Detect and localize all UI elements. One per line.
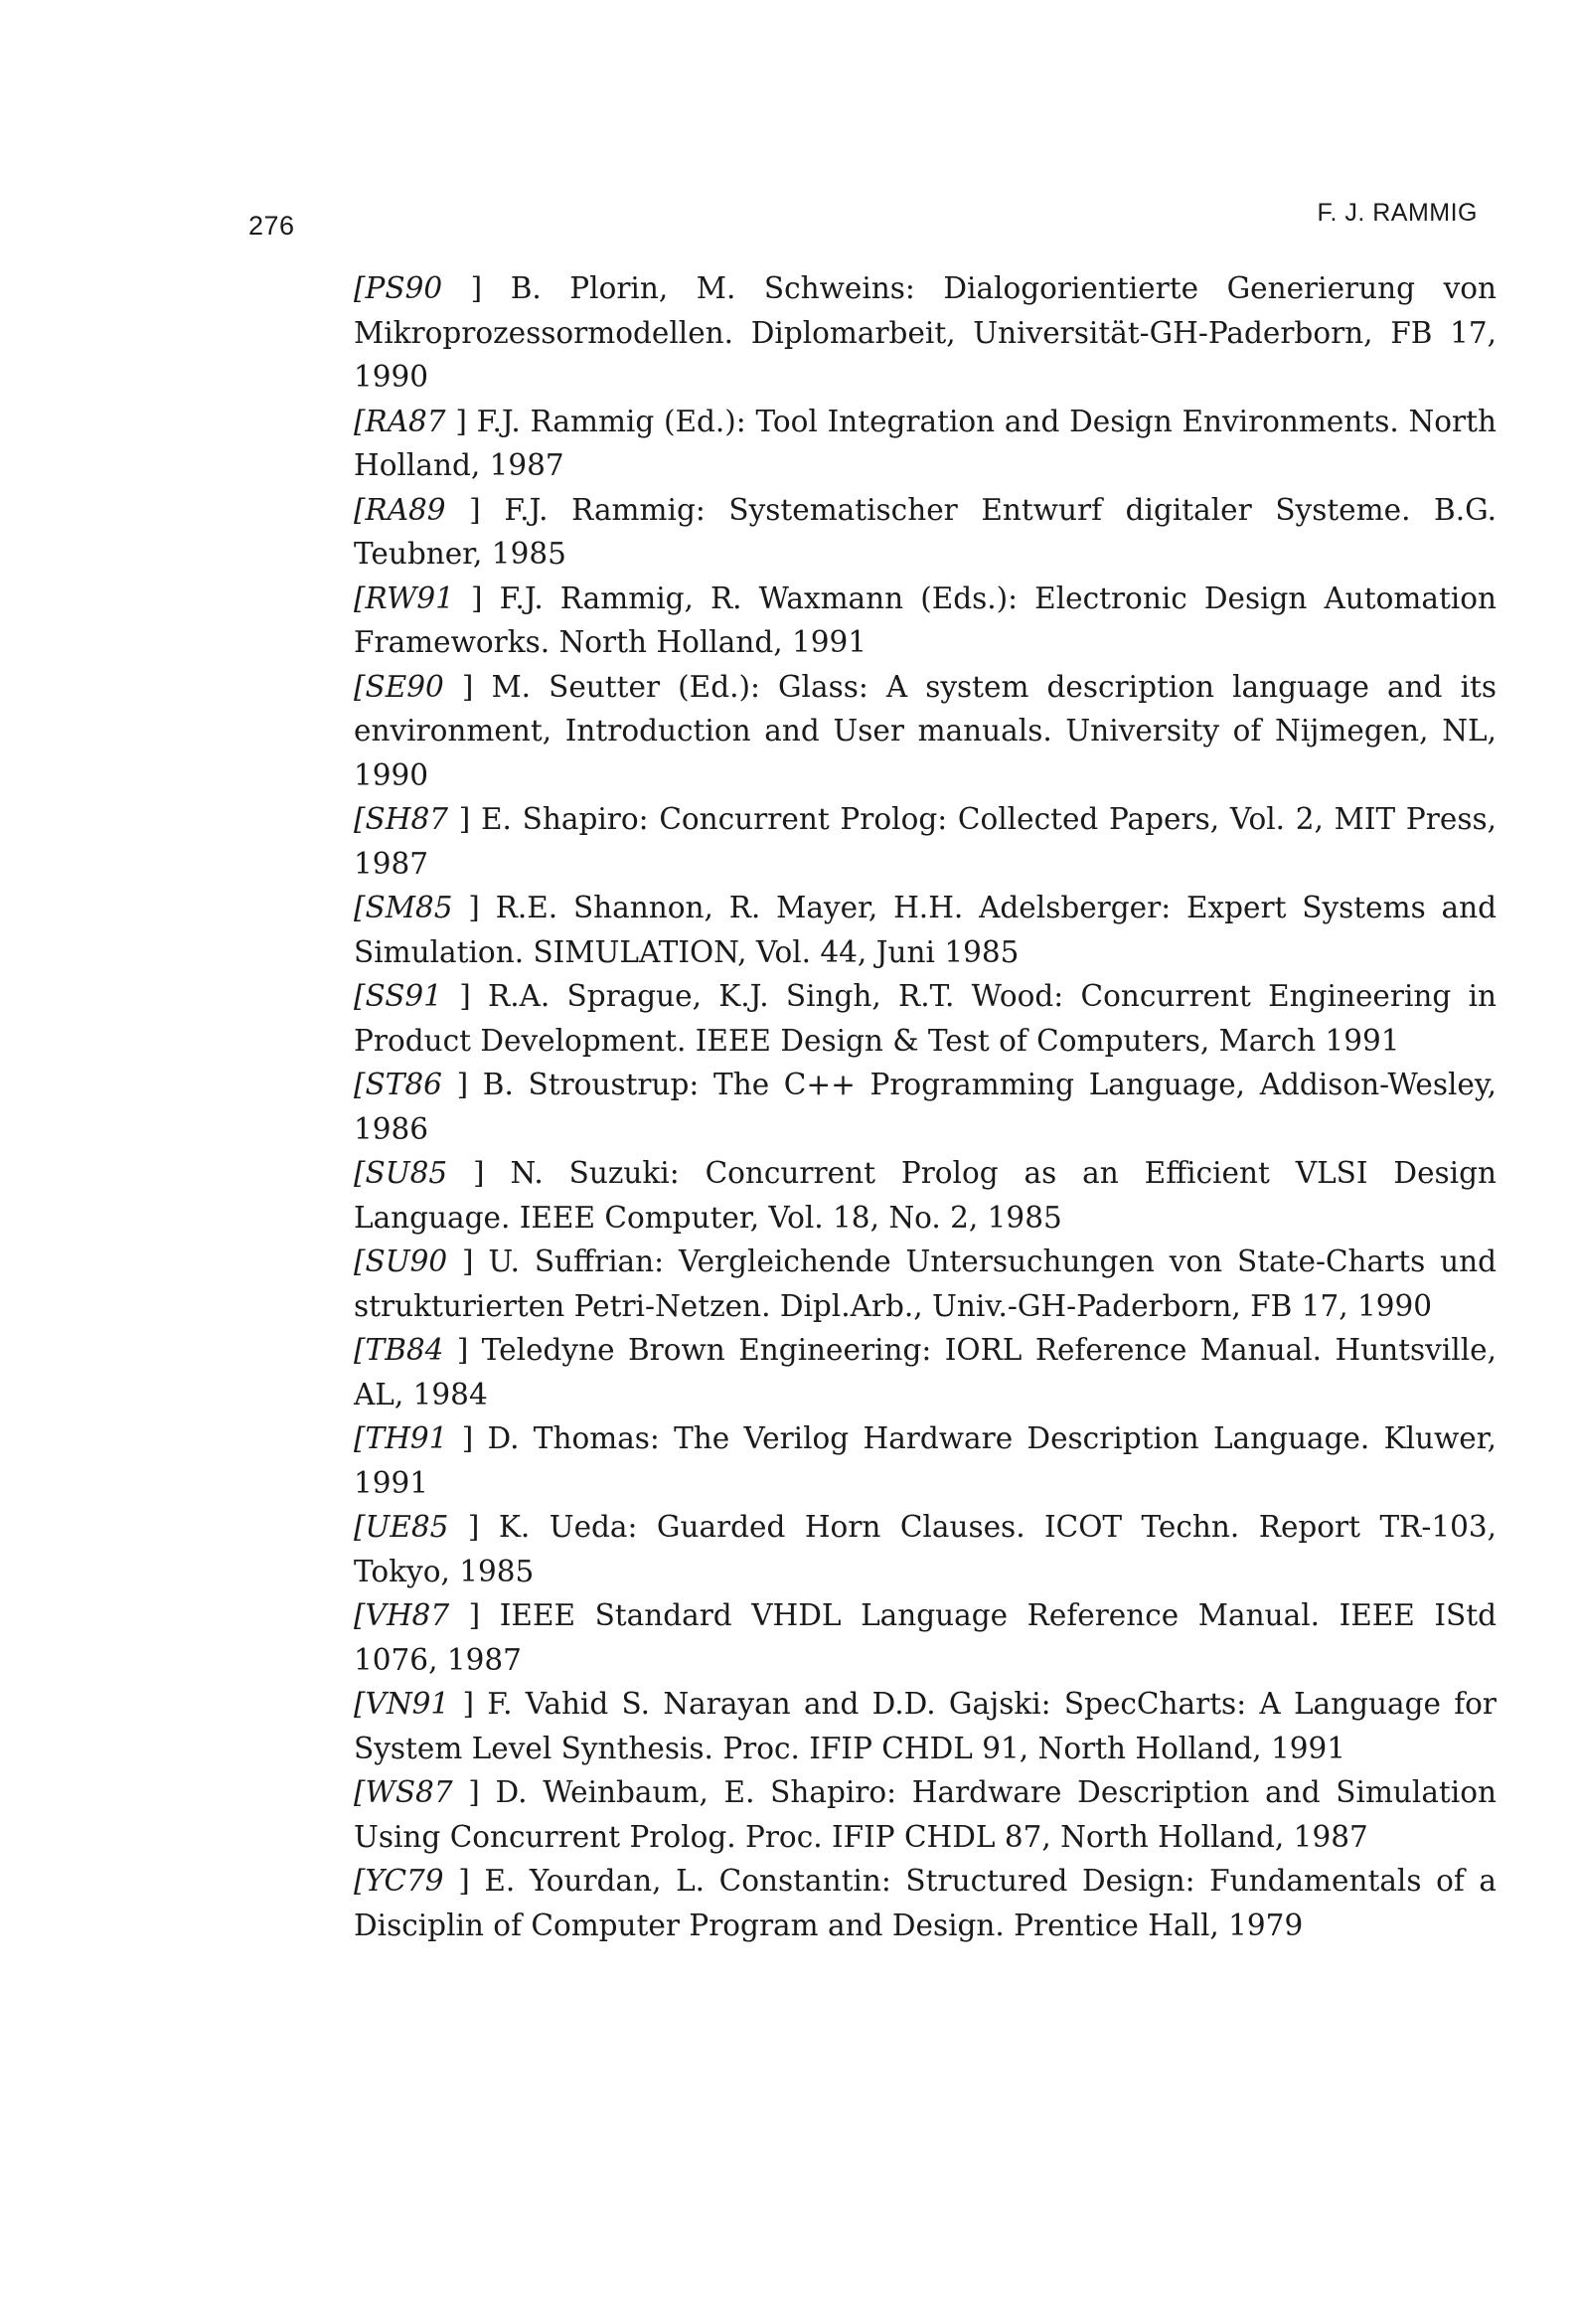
reference-key: [ SS91 bbox=[354, 979, 442, 1013]
page-number: 276 bbox=[248, 211, 295, 241]
reference-text: IEEE Standard VHDL Language Reference Manual. IEEE IStd 1076, 1987 bbox=[354, 1598, 1497, 1677]
reference-list bbox=[354, 266, 1497, 1947]
reference-entry: [ SM85 ] R.E. Shannon, R. Mayer, H.H. Adelsberger: Expert Systems and Simulation. SIMULATION, Vol. 44, Juni 1985 bbox=[354, 886, 1497, 974]
reference-entry: [ SH87 ] E. Shapiro: Concurrent Prolog: Collected Papers, Vol. 2, MIT Press, 1987 bbox=[354, 797, 1497, 886]
reference-entry: [ SS91 ] R.A. Sprague, K.J. Singh, R.T. Wood: Concurrent Engineering in Product Development. IEEE Design & Test of Computers, March 1991 bbox=[354, 974, 1497, 1063]
reference-text: F. Vahid S. Narayan and D.D. Gajski: SpecCharts: A Language for System Level Synthesis. Proc. IFIP CHDL 91, North Holland, 1991 bbox=[354, 1687, 1498, 1765]
reference-entry: [ VN91 ] F. Vahid S. Narayan and D.D. Gajski: SpecCharts: A Language for System Level Synthesis. Proc. IFIP CHDL 91, North Holland, 1991 bbox=[354, 1682, 1497, 1770]
reference-text: U. Suffrian: Vergleichende Untersuchungen von State-Charts und strukturierten Petri-Netzen. Dipl.Arb., Univ.-GH-Paderborn, FB 17, 1990 bbox=[354, 1245, 1497, 1323]
reference-text: K. Ueda: Guarded Horn Clauses. ICOT Techn. Report TR-103, Tokyo, 1985 bbox=[354, 1510, 1497, 1588]
reference-text: E. Yourdan, L. Constantin: Structured Design: Fundamentals of a Disciplin of Computer Program and Design. Prentice Hall, 1979 bbox=[354, 1864, 1497, 1942]
reference-entry: [ PS90 ] B. Plorin, M. Schweins: Dialogorientierte Generierung von Mikroprozessormodellen. Diplomarbeit, Universität-GH-Paderborn, FB 17, 1990 bbox=[354, 266, 1497, 400]
reference-entry: [ SU85 ] N. Suzuki: Concurrent Prolog as an Efficient VLSI Design Language. IEEE Computer, Vol. 18, No. 2, 1985 bbox=[354, 1151, 1497, 1240]
reference-key: [ YC79 bbox=[354, 1864, 444, 1898]
reference-key: [ RA87 bbox=[354, 405, 446, 438]
reference-entry: [ RA87 ] F.J. Rammig (Ed.): Tool Integration and Design Environments. North Holland, 1987 bbox=[354, 400, 1497, 488]
reference-text: N. Suzuki: Concurrent Prolog as an Efficient VLSI Design Language. IEEE Computer, Vol. 18, No. 2, 1985 bbox=[354, 1156, 1498, 1235]
reference-key: [ VH87 bbox=[354, 1598, 449, 1632]
reference-key: [ TH91 bbox=[354, 1421, 447, 1455]
reference-text: R.A. Sprague, K.J. Singh, R.T. Wood: Concurrent Engineering in Product Development. IEEE Design & Test of Computers, March 1991 bbox=[354, 979, 1498, 1058]
reference-entry: [ SU90 ] U. Suffrian: Vergleichende Untersuchungen von State-Charts und strukturierten Petri-Netzen. Dipl.Arb., Univ.-GH-Paderborn, FB 17, 1990 bbox=[354, 1240, 1497, 1328]
reference-text: Teledyne Brown Engineering: IORL Reference Manual. Huntsville, AL, 1984 bbox=[354, 1333, 1497, 1411]
reference-key: [ SU85 bbox=[354, 1156, 447, 1190]
reference-entry: [ RW91 ] F.J. Rammig, R. Waxmann (Eds.): Electronic Design Automation Frameworks. North Holland, 1991 bbox=[354, 577, 1497, 665]
reference-text: M. Seutter (Ed.): Glass: A system description language and its environment, Introduction and User manuals. University of Nijmegen, NL, 1990 bbox=[354, 669, 1497, 792]
reference-text: B. Plorin, M. Schweins: Dialogorientierte Generierung von Mikroprozessormodellen. Diplomarbeit, Universität-GH-Paderborn, FB 17, 1990 bbox=[354, 271, 1497, 394]
reference-key: [ UE85 bbox=[354, 1510, 448, 1544]
reference-text: D. Thomas: The Verilog Hardware Description Language. Kluwer, 1991 bbox=[354, 1421, 1497, 1500]
reference-key: [ SH87 bbox=[354, 802, 448, 836]
reference-text: F.J. Rammig: Systematischer Entwurf digitaler Systeme. B.G. Teubner, 1985 bbox=[354, 492, 1498, 571]
reference-key: [ VN91 bbox=[354, 1687, 449, 1721]
reference-entry: [ VH87 ] IEEE Standard VHDL Language Reference Manual. IEEE IStd 1076, 1987 bbox=[354, 1593, 1497, 1682]
reference-text: D. Weinbaum, E. Shapiro: Hardware Description and Simulation Using Concurrent Prolog. Proc. IFIP CHDL 87, North Holland, 1987 bbox=[354, 1775, 1497, 1854]
reference-key: [ SU90 bbox=[354, 1245, 447, 1278]
reference-entry: [ YC79 ] E. Yourdan, L. Constantin: Structured Design: Fundamentals of a Disciplin of Computer Program and Design. Prentice Hall, 1979 bbox=[354, 1859, 1497, 1947]
reference-entry: [ SE90 ] M. Seutter (Ed.): Glass: A system description language and its environment, Introduction and User manuals. University of Nijmegen, NL, 1990 bbox=[354, 665, 1497, 798]
running-head: F. J. RAMMIG bbox=[1317, 199, 1478, 227]
reference-entry: [ TB84 ] Teledyne Brown Engineering: IORL Reference Manual. Huntsville, AL, 1984 bbox=[354, 1328, 1497, 1416]
reference-entry: [ ST86 ] B. Stroustrup: The C++ Programming Language, Addison-Wesley, 1986 bbox=[354, 1063, 1497, 1151]
reference-key: [ RA89 bbox=[354, 493, 446, 527]
reference-text: F.J. Rammig (Ed.): Tool Integration and Design Environments. North Holland, 1987 bbox=[354, 404, 1498, 482]
reference-key: [ ST86 bbox=[354, 1068, 442, 1101]
reference-key: [ SM85 bbox=[354, 891, 452, 924]
reference-entry: [ WS87 ] D. Weinbaum, E. Shapiro: Hardware Description and Simulation Using Concurrent Prolog. Proc. IFIP CHDL 87, North Holland, 1987 bbox=[354, 1770, 1497, 1859]
reference-entry: [ RA89 ] F.J. Rammig: Systematischer Entwurf digitaler Systeme. B.G. Teubner, 1985 bbox=[354, 488, 1497, 577]
reference-key: [ WS87 bbox=[354, 1775, 453, 1809]
reference-entry: [ UE85 ] K. Ueda: Guarded Horn Clauses. ICOT Techn. Report TR-103, Tokyo, 1985 bbox=[354, 1505, 1497, 1593]
reference-entry: [ TH91 ] D. Thomas: The Verilog Hardware Description Language. Kluwer, 1991 bbox=[354, 1416, 1497, 1505]
reference-text: E. Shapiro: Concurrent Prolog: Collected Papers, Vol. 2, MIT Press, 1987 bbox=[354, 802, 1497, 881]
reference-text: F.J. Rammig, R. Waxmann (Eds.): Electronic Design Automation Frameworks. North Holland, 1991 bbox=[354, 581, 1497, 659]
reference-text: R.E. Shannon, R. Mayer, H.H. Adelsberger: Expert Systems and Simulation. SIMULATION, Vol. 44, Juni 1985 bbox=[354, 891, 1498, 969]
reference-key: [ TB84 bbox=[354, 1333, 443, 1367]
reference-key: [ PS90 bbox=[354, 271, 442, 305]
reference-text: B. Stroustrup: The C++ Programming Language, Addison-Wesley, 1986 bbox=[354, 1068, 1498, 1146]
reference-key: [ RW91 bbox=[354, 581, 454, 615]
reference-key: [ SE90 bbox=[354, 670, 444, 704]
